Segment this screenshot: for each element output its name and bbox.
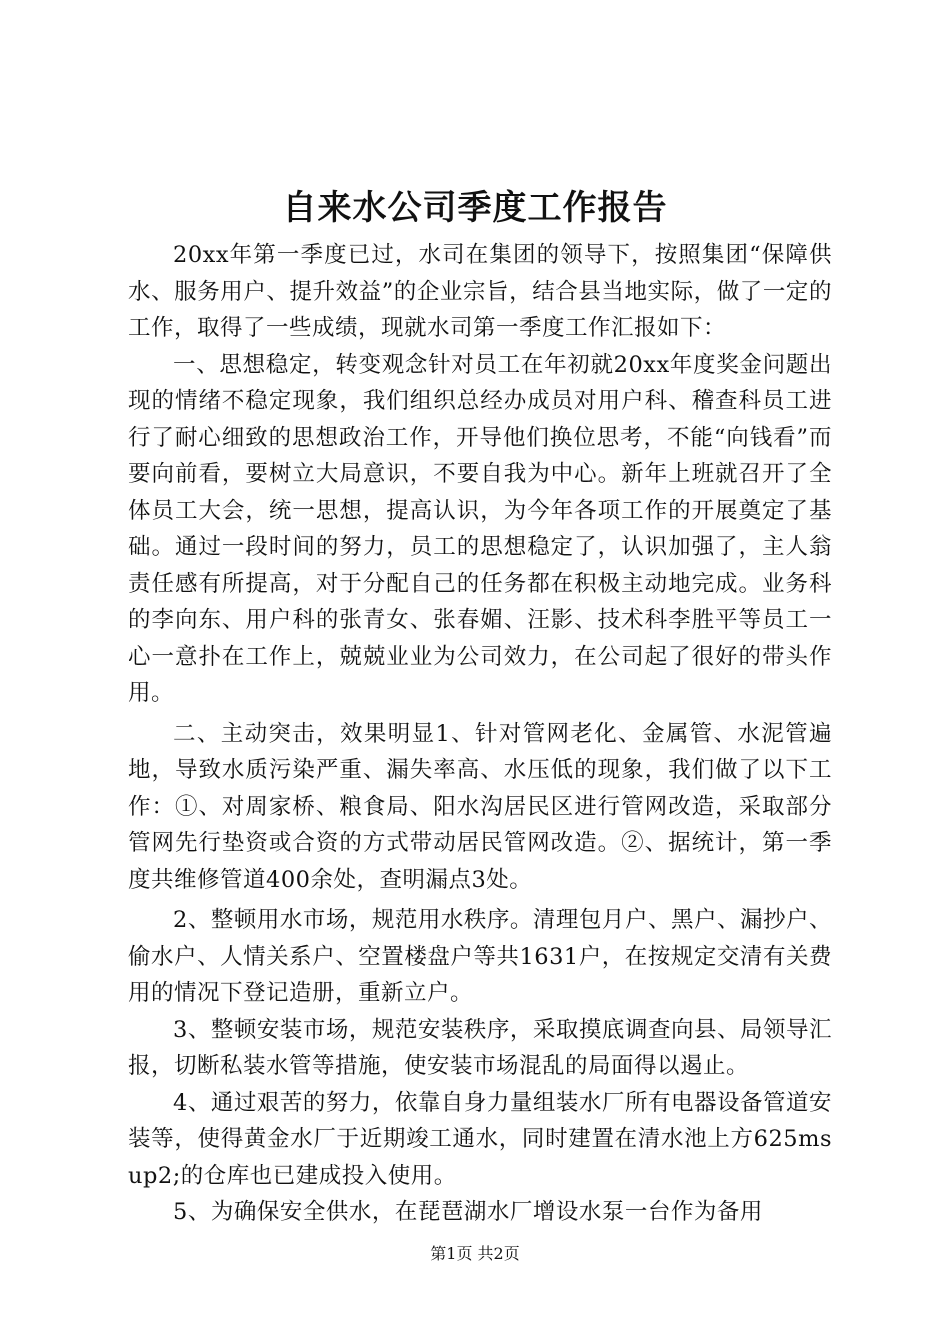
- paragraph-item-5: 5、为确保安全供水，在琵琶湖水厂增设水泵一台作为备用: [173, 1199, 763, 1225]
- paragraph-intro: 20xx年第一季度已过，水司在集团的领导下，按照集团“保障供水、服务用户、提升效益”的企业宗旨，结合县当地实际，做了一定的工作，取得了一些成绩，现就水司第一季度工作汇报如下：: [128, 242, 832, 341]
- document-body: [128, 237, 832, 1231]
- page-number-footer: 第1页 共2页: [430, 1244, 520, 1263]
- paragraph-item-3: 3、整顿安装市场，规范安装秩序，采取摸底调查向县、局领导汇报，切断私装水管等措施，使安装市场混乱的局面得以遏止。: [128, 1016, 832, 1079]
- paragraph-item-4: 4、通过艰苦的努力，依靠自身力量组装水厂所有电器设备管道安装等，使得黄金水厂于近期竣工通水，同时建置在清水池上方625msup2;的仓库也已建成投入使用。: [128, 1089, 832, 1189]
- paragraph-item-2: 2、整顿用水市场，规范用水秩序。清理包月户、黑户、漏抄户、偷水户、人情关系户、空置楼盘户等共1631户，在按规定交清有关费用的情况下登记造册，重新立户。: [128, 907, 832, 1006]
- document-title: 自来水公司季度工作报告: [282, 188, 668, 228]
- paragraph-section-2: 二、主动突击，效果明显1、针对管网老化、金属管、水泥管遍地，导致水质污染严重、漏失率高、水压低的现象，我们做了以下工作：①、对周家桥、粮食局、阳水沟居民区进行管网改造，采取部分管网先行垫资或合资的方式带动居民管网改造。②、据统计，第一季度共维修管道400余处，查明漏点3处。: [128, 720, 832, 893]
- paragraph-section-1: 一、思想稳定，转变观念针对员工在年初就20xx年度奖金问题出现的情绪不稳定现象，我们组织总经办成员对用户科、稽查科员工进行了耐心细致的思想政治工作，开导他们换位思考，不能“向钱看”而要向前看，要树立大局意识，不要自我为中心。新年上班就召开了全体员工大会，统一思想，提高认识，为今年各项工作的开展奠定了基础。通过一段时间的努力，员工的思想稳定了，认识加强了，主人翁责任感有所提高，对于分配自己的任务都在积极主动地完成。业务科的李向东、用户科的张青女、张春媚、汪影、技术科李胜平等员工一心一意扑在工作上，兢兢业业为公司效力，在公司起了很好的带头作用。: [128, 351, 832, 706]
